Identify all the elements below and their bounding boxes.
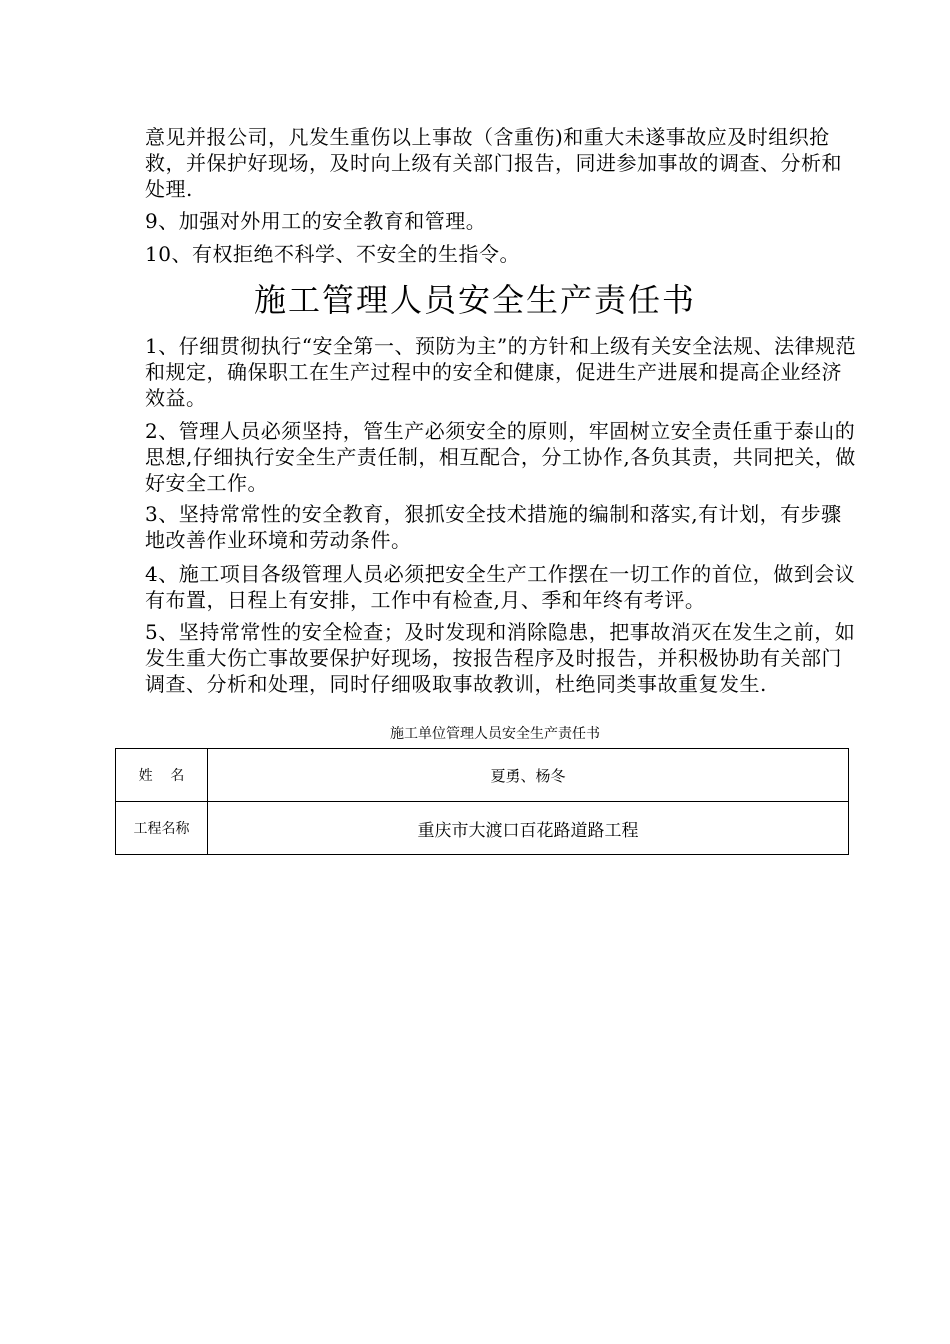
paragraph-item-5: 5、坚持常常性的安全检查；及时发现和消除隐患，把事故消灭在发生之前，如发生重大伤亡事故要保护好现场，按报告程序及时报告，并积极协助有关部门调查、分析和处理，同时仔细吸取事故教训，杜绝同类事故重复发生. bbox=[145, 620, 856, 696]
document-title: 施工管理人员安全生产责任书 bbox=[253, 281, 696, 319]
info-table bbox=[115, 748, 849, 855]
table-caption: 施工单位管理人员安全生产责任书 bbox=[390, 726, 600, 742]
paragraph-item-10: 10、有权拒绝不科学、不安全的生指令。 bbox=[145, 242, 520, 266]
paragraph-continuation: 意见并报公司，凡发生重伤以上事故（含重伤)和重大未遂事故应及时组织抢救，并保护好现场，及时向上级有关部门报告，同进参加事故的调查、分析和处理. bbox=[145, 125, 842, 201]
table-row-project bbox=[116, 802, 849, 855]
name-label: 姓 名 bbox=[116, 749, 208, 802]
paragraph-item-1: 1、仔细贯彻执行“安全第一、预防为主”的方针和上级有关安全法规、法律规范和规定，确保职工在生产过程中的安全和健康，促进生产进展和提高企业经济效益。 bbox=[145, 334, 857, 410]
project-value: 重庆市大渡口百花路道路工程 bbox=[208, 802, 849, 855]
table-row-name bbox=[116, 749, 849, 802]
project-label: 工程名称 bbox=[116, 802, 208, 855]
name-value: 夏勇、杨冬 bbox=[208, 749, 849, 802]
paragraph-item-2: 2、管理人员必须坚持，管生产必须安全的原则，牢固树立安全责任重于泰山的思想,仔细执行安全生产责任制，相互配合，分工协作,各负其责，共同把关，做好安全工作。 bbox=[145, 419, 856, 495]
paragraph-item-9: 9、加强对外用工的安全教育和管理。 bbox=[145, 209, 487, 233]
paragraph-item-4: 4、施工项目各级管理人员必须把安全生产工作摆在一切工作的首位，做到会议有布置，日程上有安排，工作中有检查,月、季和年终有考评。 bbox=[145, 562, 856, 612]
paragraph-item-3: 3、坚持常常性的安全教育，狠抓安全技术措施的编制和落实,有计划，有步骤地改善作业环境和劳动条件。 bbox=[145, 502, 842, 552]
